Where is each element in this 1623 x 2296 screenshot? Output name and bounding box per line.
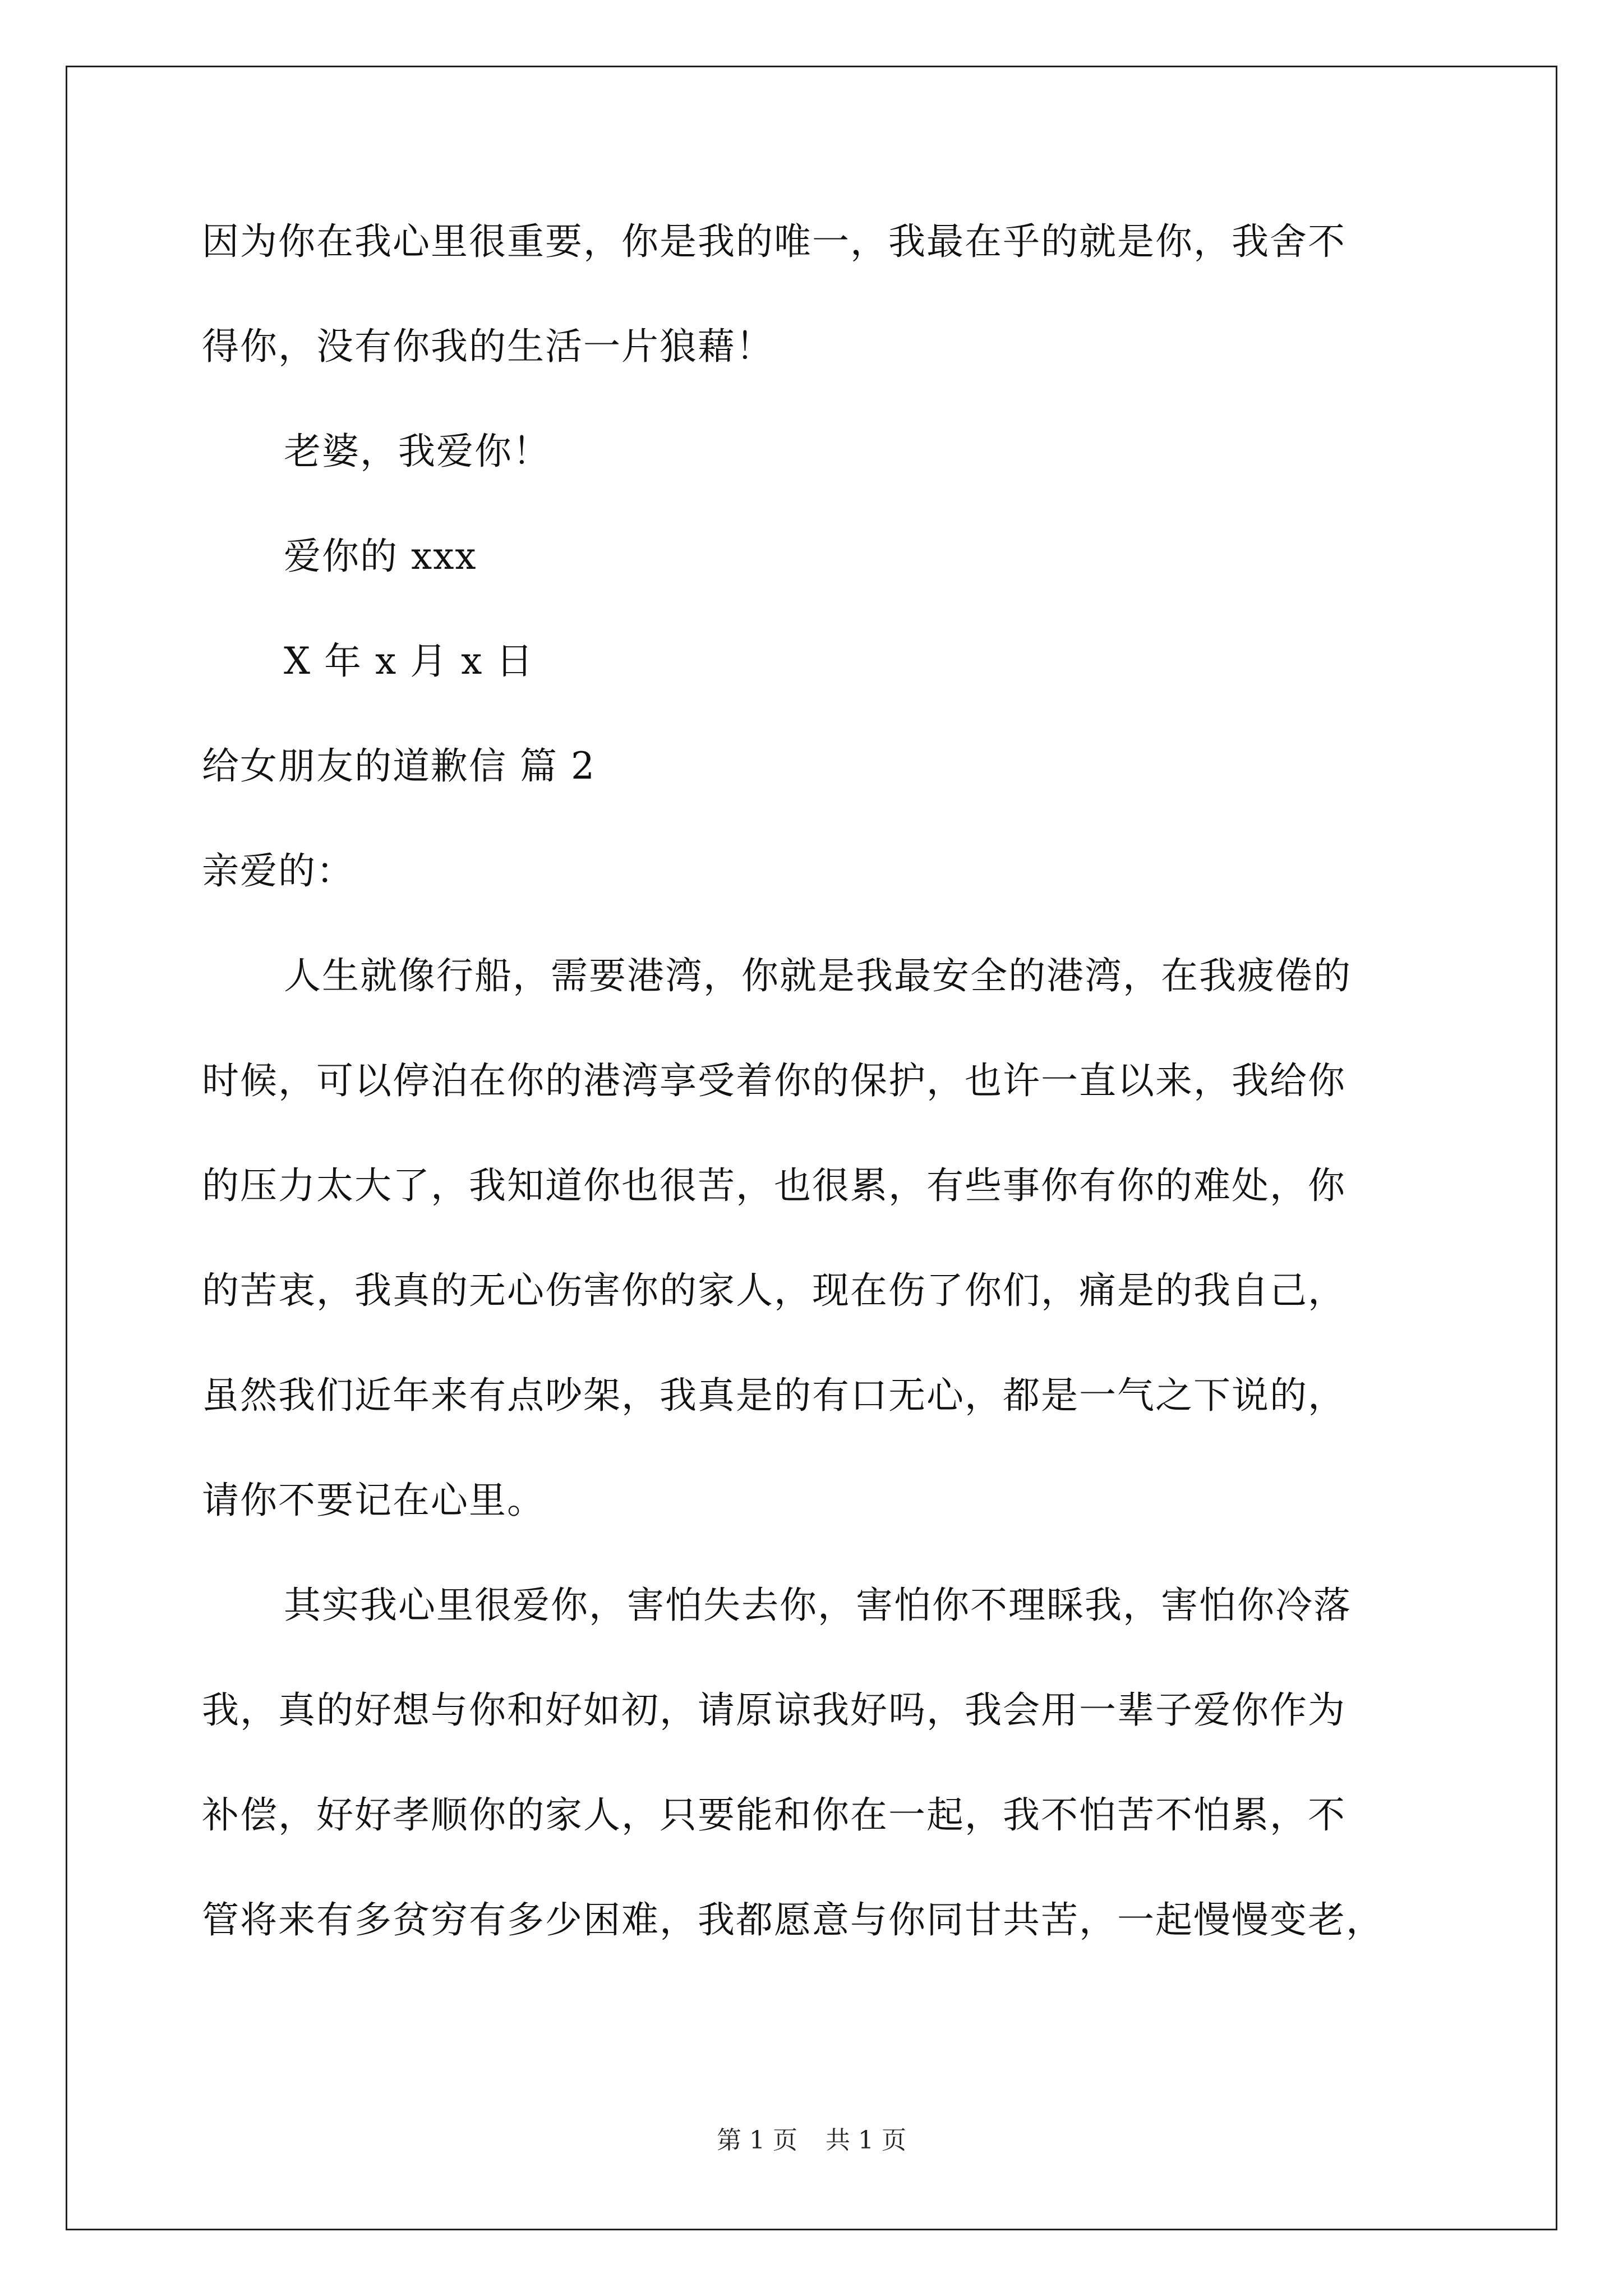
salutation: 亲爱的：	[202, 849, 354, 892]
text-line: 其实我心里很爱你，害怕失去你，害怕你不理睬我，害怕你冷落	[284, 1584, 1352, 1627]
text-line: 我，真的好想与你和好如初，请原谅我好吗，我会用一辈子爱你作为	[202, 1688, 1346, 1732]
text-line: 时候，可以停泊在你的港湾享受着你的保护，也许一直以来，我给你	[202, 1059, 1346, 1102]
text-line: 补偿，好好孝顺你的家人，只要能和你在一起，我不怕苦不怕累，不	[202, 1793, 1346, 1837]
page-number: 第 1 页	[717, 2126, 797, 2155]
text-line: 请你不要记在心里。	[202, 1479, 545, 1522]
text-line: 得你，没有你我的生活一片狼藉！	[202, 325, 774, 368]
section-title: 给女朋友的道歉信 篇 2	[202, 744, 596, 788]
text-line: 管将来有多贫穷有多少困难，我都愿意与你同甘共苦，一起慢慢变老，	[202, 1898, 1384, 1941]
page-footer	[0, 2125, 1623, 2156]
text-line: 的压力太大了，我知道你也很苦，也很累，有些事你有你的难处，你	[202, 1164, 1346, 1207]
text-line: 虽然我们近年来有点吵架，我真是的有口无心，都是一气之下说的，	[202, 1374, 1346, 1417]
document-body	[202, 216, 1436, 1999]
signature-line: 爱你的 xxx	[284, 535, 477, 578]
text-line: 老婆，我爱你！	[284, 430, 551, 473]
text-line: 的苦衷，我真的无心伤害你的家人，现在伤了你们，痛是的我自己，	[202, 1269, 1346, 1312]
page-total: 共 1 页	[826, 2126, 906, 2155]
date-line: X 年 x 月 x 日	[284, 639, 534, 683]
text-line: 人生就像行船，需要港湾，你就是我最安全的港湾，在我疲倦的	[284, 954, 1352, 997]
text-line: 因为你在我心里很重要，你是我的唯一，我最在乎的就是你，我舍不	[202, 220, 1346, 263]
